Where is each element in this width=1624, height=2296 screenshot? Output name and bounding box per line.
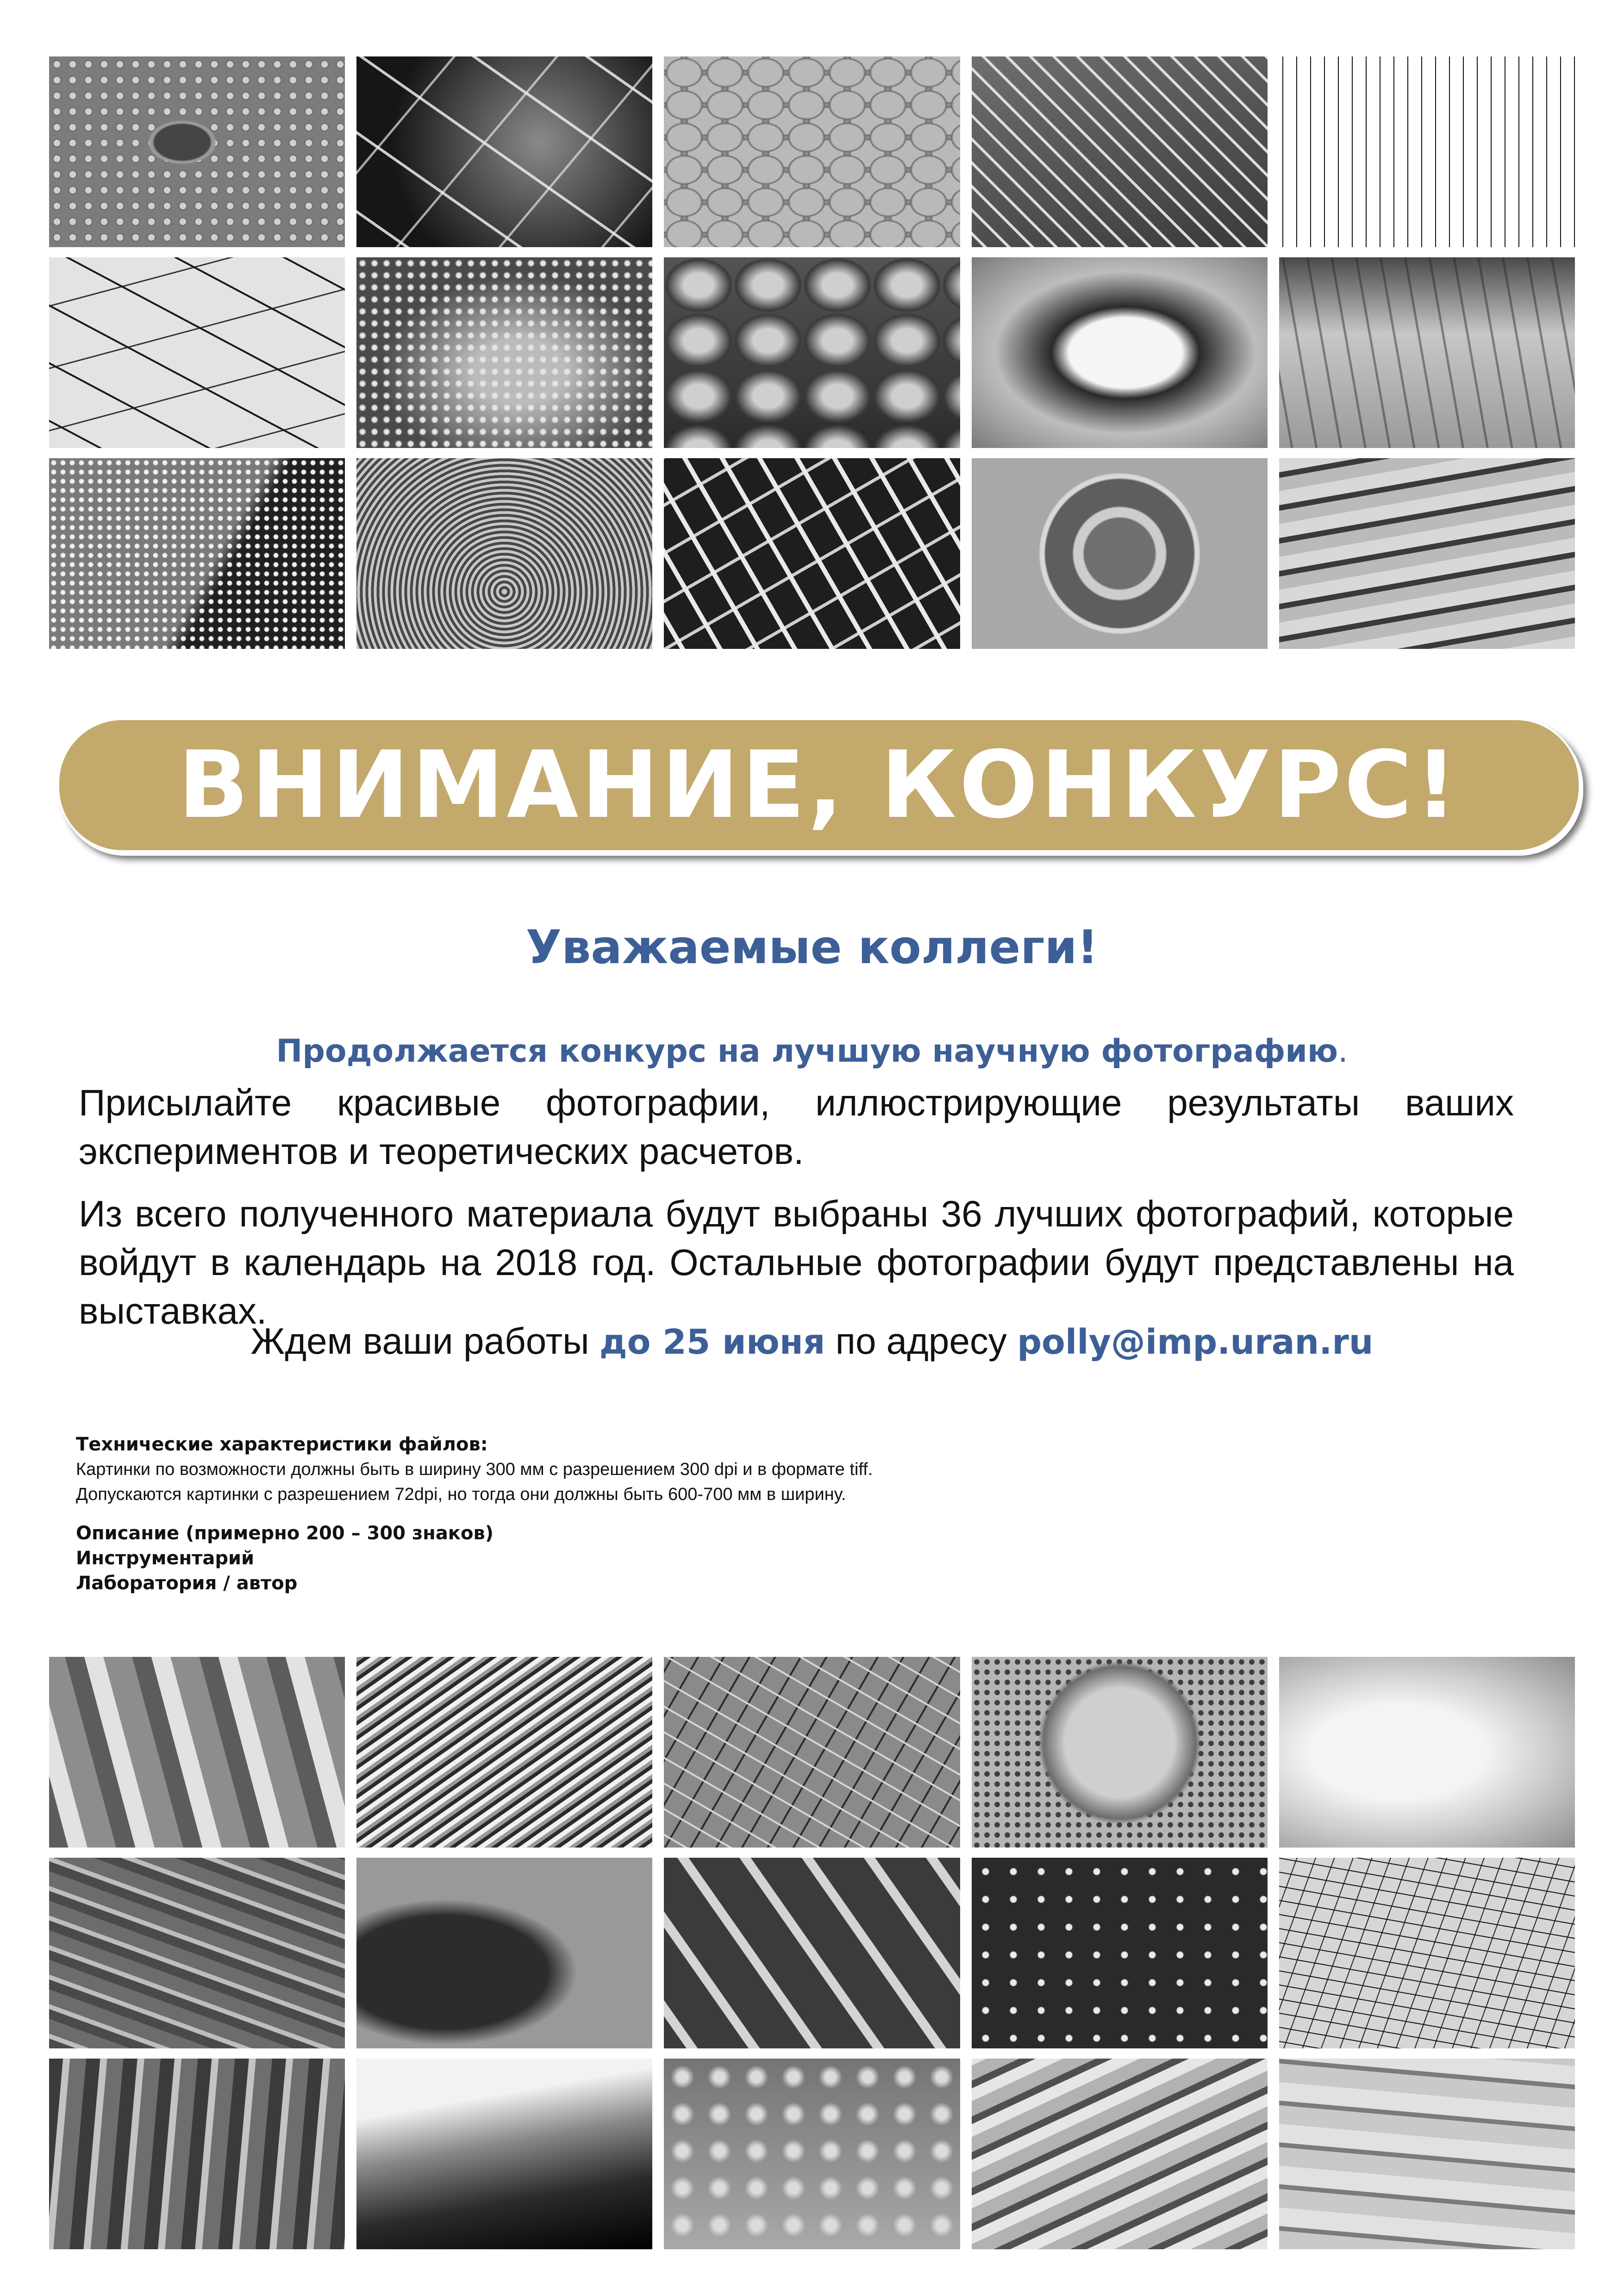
microscopy-photo <box>1279 2059 1575 2249</box>
microscopy-photo <box>49 56 345 247</box>
email-link[interactable]: polly@imp.uran.ru <box>1017 1322 1374 1362</box>
subtitle-period: . <box>1338 1033 1348 1070</box>
deadline: до 25 июня <box>599 1322 825 1362</box>
top-photo-grid <box>49 56 1575 649</box>
microscopy-photo <box>664 56 960 247</box>
microscopy-photo <box>356 257 652 448</box>
paragraph-invite: Присылайте красивые фотографии, иллюстрирующие результаты ваших экспериментов и теоретических расчетов. <box>79 1082 1514 1172</box>
selection-count: 36 лучших фотографий <box>941 1193 1350 1234</box>
microscopy-photo <box>664 458 960 649</box>
microscopy-photo <box>356 1657 652 1848</box>
microscopy-photo <box>972 458 1268 649</box>
cta-text-b: по адресу <box>825 1320 1018 1362</box>
microscopy-photo <box>49 2059 345 2249</box>
contest-banner <box>57 718 1580 852</box>
microscopy-photo <box>1279 257 1575 448</box>
selection-calendar: календарь на 2018 год <box>244 1242 646 1283</box>
microscopy-photo <box>1279 458 1575 649</box>
microscopy-photo <box>972 1858 1268 2048</box>
req-instruments: Инструментарий <box>76 1548 255 1569</box>
selection-text-c: , которые войдут в <box>79 1193 1514 1283</box>
microscopy-photo <box>49 1858 345 2048</box>
req-description: Описание (примерно 200 – 300 знаков) <box>76 1523 494 1544</box>
microscopy-photo <box>664 257 960 448</box>
contest-subtitle <box>0 1033 1624 1070</box>
microscopy-photo <box>972 1657 1268 1848</box>
selection-text-e: . Остальные фотографии будут представлены на выставках. <box>79 1242 1514 1332</box>
req-lab-author: Лаборатория / автор <box>76 1573 298 1594</box>
microscopy-photo <box>664 2059 960 2249</box>
microscopy-photo <box>356 1858 652 2048</box>
microscopy-photo <box>664 1858 960 2048</box>
microscopy-photo <box>49 458 345 649</box>
microscopy-photo <box>356 458 652 649</box>
paragraph-selection <box>79 1189 1514 1335</box>
microscopy-photo <box>356 56 652 247</box>
tech-heading: Технические характеристики файлов: <box>76 1434 488 1455</box>
microscopy-photo <box>49 257 345 448</box>
microscopy-photo <box>972 56 1268 247</box>
subtitle-text: Продолжается конкурс на лучшую научную фотографию <box>276 1033 1338 1070</box>
technical-requirements <box>76 1432 1465 1596</box>
microscopy-photo <box>1279 56 1575 247</box>
bottom-photo-grid <box>49 1657 1575 2249</box>
microscopy-photo <box>1279 1657 1575 1848</box>
microscopy-photo <box>1279 1858 1575 2048</box>
microscopy-photo <box>664 1657 960 1848</box>
microscopy-photo <box>972 2059 1268 2249</box>
banner-title: ВНИМАНИЕ, КОНКУРС! <box>178 731 1460 839</box>
microscopy-photo <box>972 257 1268 448</box>
microscopy-photo <box>49 1657 345 1848</box>
tech-line-resolution: Картинки по возможности должны быть в ширину 300 мм с разрешением 300 dpi и в формате tiff. <box>76 1460 873 1479</box>
selection-text-a: Из всего полученного материала будут выбраны <box>79 1193 941 1234</box>
cta-text-a: Ждем ваши работы <box>250 1320 600 1362</box>
greeting-heading: Уважаемые коллеги! <box>525 920 1099 974</box>
microscopy-photo <box>356 2059 652 2249</box>
tech-line-alternative: Допускаются картинки с разрешением 72dpi, но тогда они должны быть 600-700 мм в ширину. <box>76 1485 846 1504</box>
call-to-action <box>0 1320 1624 1363</box>
